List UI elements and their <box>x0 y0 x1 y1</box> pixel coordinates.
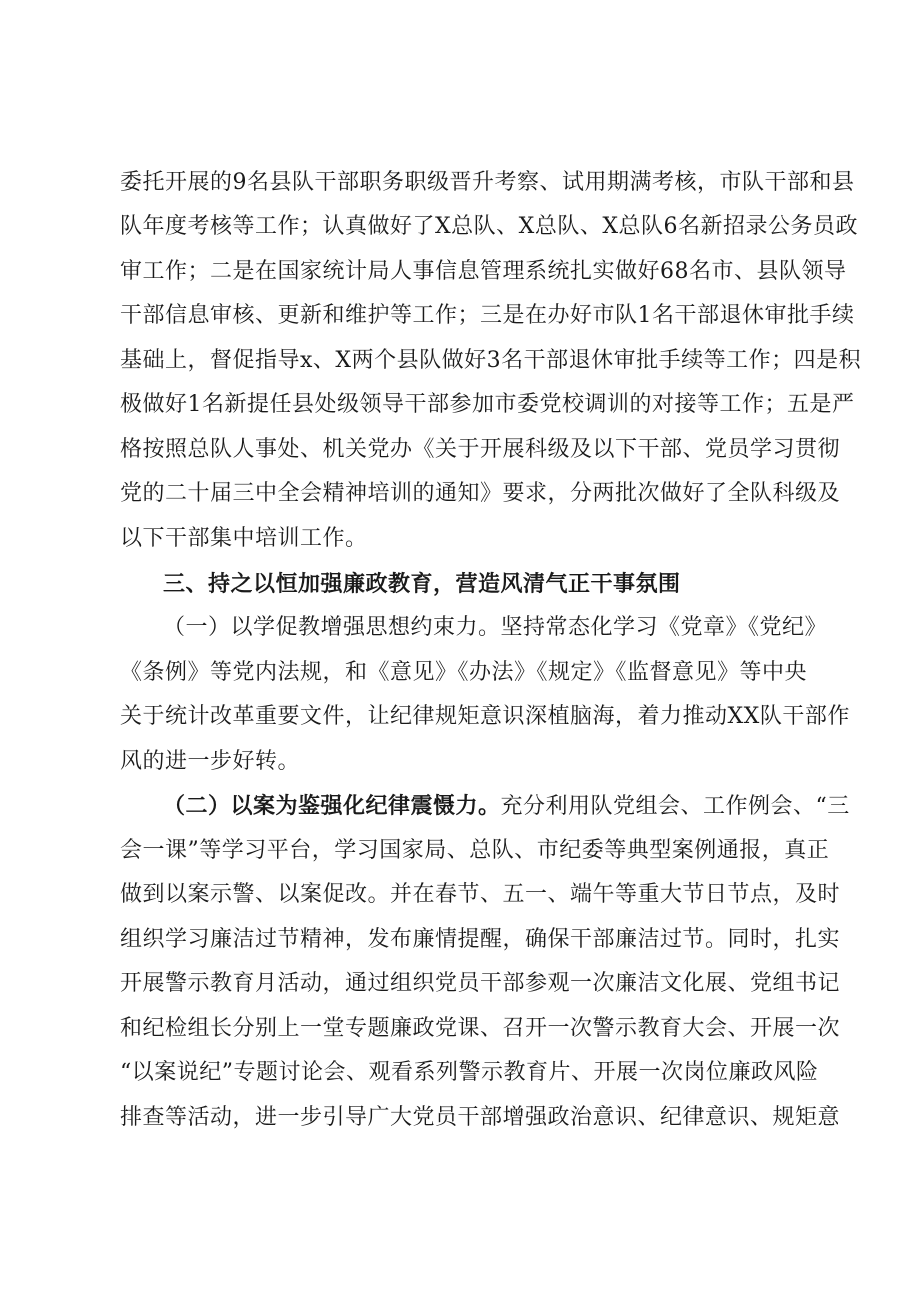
subsection-2-line: 开展警示教育月活动，通过组织党员干部参观一次廉洁文化展、党组书记 <box>120 971 841 996</box>
subsection-1-line: （一）以学促教增强思想约束力。坚持常态化学习《党章》《党纪》 <box>163 615 828 640</box>
paragraph-line: 以下干部集中培训工作。 <box>120 526 368 551</box>
paragraph-line: 党的二十届三中全会精神培训的通知》要求，分两批次做好了全队科级及 <box>120 481 841 506</box>
subsection-2-line: 和纪检组长分别上一堂专题廉政党课、召开一次警示教育大会、开展一次 <box>120 1016 841 1041</box>
paragraph-line: 队年度考核等工作；认真做好了X总队、X总队、X总队6名新招录公务员政 <box>120 214 858 239</box>
subsection-2-first-line <box>163 791 863 821</box>
paragraph-line: 干部信息审核、更新和维护等工作；三是在办好市队1名干部退休审批手续 <box>120 303 855 328</box>
subsection-2-text: 充分利用队党组会、工作例会、“三 <box>500 794 850 819</box>
subsection-1-line: 风的进一步好转。 <box>120 749 301 774</box>
paragraph-line: 委托开展的9名县队干部职务职级晋升考察、试用期满考核，市队干部和县 <box>120 170 855 195</box>
subsection-2-line: 会一课”等学习平台，学习国家局、总队、市纪委等典型案例通报，真正 <box>120 838 830 863</box>
subsection-2-line: 做到以案示警、以案促改。并在春节、五一、端午等重大节日节点，及时 <box>120 882 841 907</box>
subsection-1-line: 《条例》等党内法规，和《意见》《办法》《规定》《监督意见》等中央 <box>120 660 808 685</box>
subsection-2-title: （二）以案为鉴强化纪律震慑力。 <box>163 793 501 819</box>
paragraph-line: 格按照总队人事处、机关党办《关于开展科级及以下干部、党员学习贯彻 <box>120 437 841 462</box>
subsection-2-line: 排查等活动，进一步引导广大党员干部增强政治意识、纪律意识、规矩意 <box>120 1105 841 1130</box>
subsection-2-line: 组织学习廉洁过节精神，发布廉情提醒，确保干部廉洁过节。同时，扎实 <box>120 927 841 952</box>
paragraph-line: 审工作；二是在国家统计局人事信息管理系统扎实做好68名市、县队领导 <box>120 259 847 284</box>
paragraph-line: 基础上，督促指导x、X两个县队做好3名干部退休审批手续等工作；四是积 <box>120 348 862 373</box>
section-heading: 三、持之以恒加强廉政教育，营造风清气正干事氛围 <box>163 571 681 597</box>
subsection-1-line: 关于统计改革重要文件，让纪律规矩意识深植脑海，着力推动XX队干部作 <box>120 704 850 729</box>
paragraph-line: 极做好1名新提任县处级领导干部参加市委党校调训的对接等工作；五是严 <box>120 392 855 417</box>
subsection-2-line: “以案说纪”专题讨论会、观看系列警示教育片、开展一次岗位廉政风险 <box>120 1060 819 1085</box>
